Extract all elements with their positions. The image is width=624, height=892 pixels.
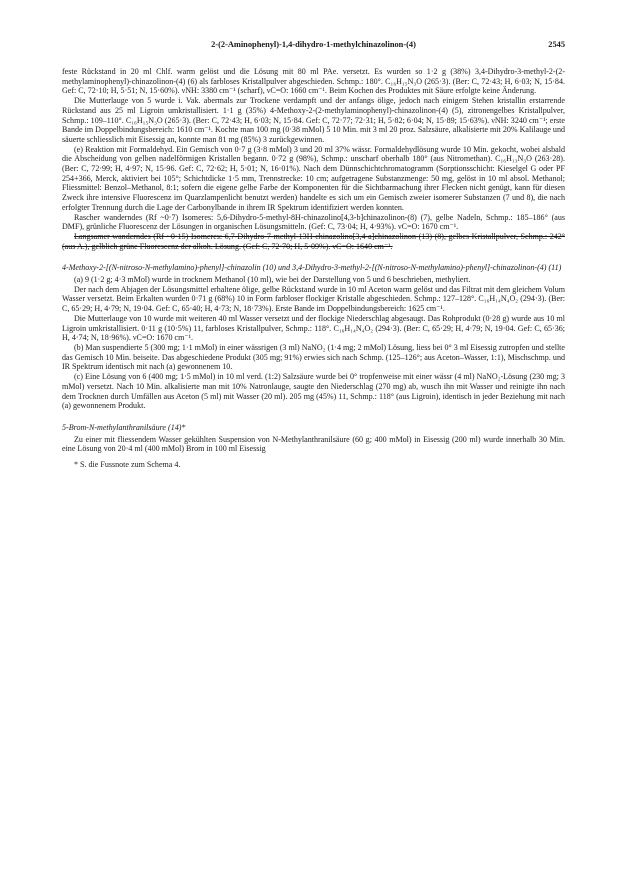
paragraph-c: (c) Eine Lösung von 6 (400 mg; 1·5 mMol) in 10 ml verd. (1:2) Salzsäure wurde bei 0° tropfenweise mit einer wässr (4 ml) NaNO₂-Lösung (230 mg; 3 mMol) versetzt. Nach 10 Min. alkalisierte man mit 10% Natronlauge, saugte den Niederschlag (270 mg) ab, wusch ihn mit Wasser und reinigte ihn nach dem Trocknen durch Umfällen aus Aceton (5 ml) mit Wasser (20 ml). 205 mg (45%) 11, Schmp.: 118° (aus Ligroin), identisch in jeder Beziehung mit nach (a) gewonnenem Produkt. (62, 372, 565, 411)
article-body (62, 67, 565, 470)
section-heading-brom (62, 423, 565, 433)
paragraph-isomer-8: Langsamer wanderndes (Rf ~0·15) Isomeres: 6,7-Dihydro-7-methyl-13H-chinazolino[3,4-a]chinazolinon-(13) (8), gelbes Kristallpulver, Schmp.: 242° (aus A.), gelblich grüne Fluorescenz der alkoh. Lösung. (Gef: C, 72·70; H, 5·09%). νC=O: 1640 cm⁻¹. (62, 231, 565, 251)
section-heading-text: 4-Methoxy-2-[(N-nitroso-N-methylamino)-phenyl]-chinazolin (10) und 3,4-Dihydro-3-methyl-2-[(N-nitroso-N-methylamino)-phenyl]-chinazolinon-(4) (11) (62, 263, 562, 273)
paragraph-a: (a) 9 (1·2 g; 4·3 mMol) wurde in trocknem Methanol (10 ml), wie bei der Darstellung von 5 und 6 beschrieben, methyliert. (74, 275, 471, 285)
section-heading-nitroso (62, 263, 565, 273)
paragraph-1: feste Rückstand in 20 ml Chlf. warm gelöst und die Lösung mit 80 ml PAe. versetzt. Es wurden so 1·2 g (38%) 3,4-Dihydro-3-methyl-2-(2-methylaminophenyl)-chinazolinon-(4) (6) als farbloses Kristallpulver abgeschieden. Schmp.: 180°. C₁₆H₁₅N₃O (265·3). (Ber: C, 72·43; H, 6·03; N, 15·84. Gef: C, 72·10; H, 5·51; N, 15·60%). νNH: 3380 cm⁻¹ (scharf), νC=O: 1660 cm⁻¹. Beim Kochen des Produktes mit Säure erfolgte keine Änderung. (62, 67, 565, 96)
paragraph-formaldehyde: (e) Reaktion mit Formaldehyd. Ein Gemisch von 0·7 g (3·8 mMol) 3 und 20 ml 37% wässr. Formaldehydlösung wurde 10 Min. gekocht, wobei alsbald die Abscheidung von gelben nadelförmigen Kristallen begann. 0·72 g (98%), Schmp.: unscharf oberhalb 180° (aus Nitromethan). C₁₆H₁₃N₃O (263·28). (Ber: C, 72·99; H, 4·97; N, 15·96. Gef: C, 72·62; H, 5·01; N, 16·01%). Nach dem Dünnschichtchromatogramm (Sorptionsschicht: Kieselgel G oder PF 254+366, Merck, aktiviert bei 105°; Schichtdicke 1·5 mm, Trennstrecke: 10 cm; aufgetragene Substanzmenge: 50 mg, gelöst in 10 ml absol. Methanol; Fliessmittel: Benzol–Methanol, 8:1; sofern die eigene gelbe Farbe der Komponenten für die Sichtbarmachung ihrer Flecken nicht genügt, kann für diesen Zweck ihre intensive Fluorescenz im Quarzlampenlicht benutzt werden) handelte es sich um ein Gemisch zweier isomerer Substanzen (7 und 8), die nach erfolgter Trennung durch die Lage der Carbonylbande in ihrem IR Spektrum identifiziert werden konnten. (62, 144, 565, 212)
paragraph-isomer-7: Rascher wanderndes (Rf ~0·7) Isomeres: 5,6-Dihydro-5-methyl-8H-chinazolino[4,3-b]chinazolinon-(8) (7), gelbe Nadeln, Schmp.: 185–186° (aus DMF), grünliche Fluorescenz der Lösungen in organischen Lösungsmitteln. (Gef: C, 73·04; H, 4·93%). νC=O: 1670 cm⁻¹. (62, 212, 565, 232)
journal-page (62, 40, 565, 470)
paragraph-b: (b) Man suspendierte 5 (300 mg; 1·1 mMol) in einer wässrigen (3 ml) NaNO₂ (1·4 mg; 2 mMol) Lösung, liess bei 0° 3 ml Eisessig zutropfen und stellte das Gemisch 10 Min. beiseite. Das abgeschiedene Produkt (305 mg; 91%) erwies sich nach Schmp. (125–126°; aus Aceton–Wasser, 1:1), Mischschmp. und IR Spektrum identisch mit nach (a) gewonnenem 10. (62, 342, 565, 372)
page-number: 2545 (548, 40, 565, 49)
paragraph-2: Die Mutterlauge von 5 wurde i. Vak. abermals zur Trockene verdampft und der anfangs ölige, jedoch nach einigem Stehen kristallin erstarrende Rückstand aus 25 ml Ligroin umkristallisiert. 1·1 g (35%) 4-Methoxy-2-(2-methylaminophenyl)-chinazolinon-(4) (5), zitronengelbes Kristallpulver, Schmp.: 109–110°. C₁₆H₁₅N₃O (265·3). (Ber: C, 72·43; H, 6·03; N, 15·84. Gef: C, 72·77; 72·31; H, 5·82; 6·04; N, 15·89; 15·63%). νNH: 3240 cm⁻¹; erste Bande im Doppelbindungsbereich: 1610 cm⁻¹. Kochte man 100 mg (0·38 mMol) 5 10 Min. mit 3 ml 20 proz. Salzsäure, alkalisierte mit 20% Kalilauge und säuerte schliesslich mit Eisessig an, konnte man 81 mg (85%) 3 zurückgewinnen. (62, 96, 565, 144)
footnote: * S. die Fussnote zum Schema 4. (74, 460, 181, 470)
paragraph-a-workup: Der nach dem Abjagen der Lösungsmittel erhaltene ölige, gelbe Rückstand wurde in 10 ml Aceton warm gelöst und das Filtrat mit dem gleichem Volum Wasser versetzt. Beim Erkalten wurden 0·71 g (68%) 10 in Form farbloser flockiger Kristalle abgeschieden. Schmp.: 127–128°. C₁₆H₁₄N₄O₂ (294·3). (Ber: C, 65·29; H, 4·79; N, 19·04. Gef: C, 65·40; H, 4·73; N, 18·73%). Erste Bande im Doppelbindungsbereich: 1625 cm⁻¹. (62, 284, 565, 314)
paragraph-brom: Zu einer mit fliessendem Wasser gekühlten Suspension von N-Methylanthranilsäure (60 g; 400 mMol) in Eisessig (200 ml) wurde innerhalb 30 Min. eine Lösung von 20·4 ml (400 mMol) Brom in 100 ml Eisessig (62, 434, 565, 454)
paragraph-a-mother-liquor: Die Mutterlauge von 10 wurde mit weiteren 40 ml Wasser versetzt und der flockige Niederschlag abgesaugt. Das Rohprodukt (0·28 g) wurde aus 10 ml Ligroin umkristallisiert. 0·11 g (10·5%) 11, farbloses Kristallpulver, Schmp.: 118°. C₁₆H₁₄N₄O₂ (294·3). (Ber: C, 65·29; H, 4·79; N, 19·04. Gef: C, 65·36; H, 4·74; N, 18·96%). νC=O: 1670 cm⁻¹. (62, 313, 565, 343)
page-header (62, 40, 565, 56)
section-heading-brom-text: 5-Brom-N-methylanthranilsäure (14)* (62, 422, 186, 432)
running-title: 2-(2-Aminophenyl)-1,4-dihydro-1-methylchinazolinon-(4) (211, 40, 416, 49)
